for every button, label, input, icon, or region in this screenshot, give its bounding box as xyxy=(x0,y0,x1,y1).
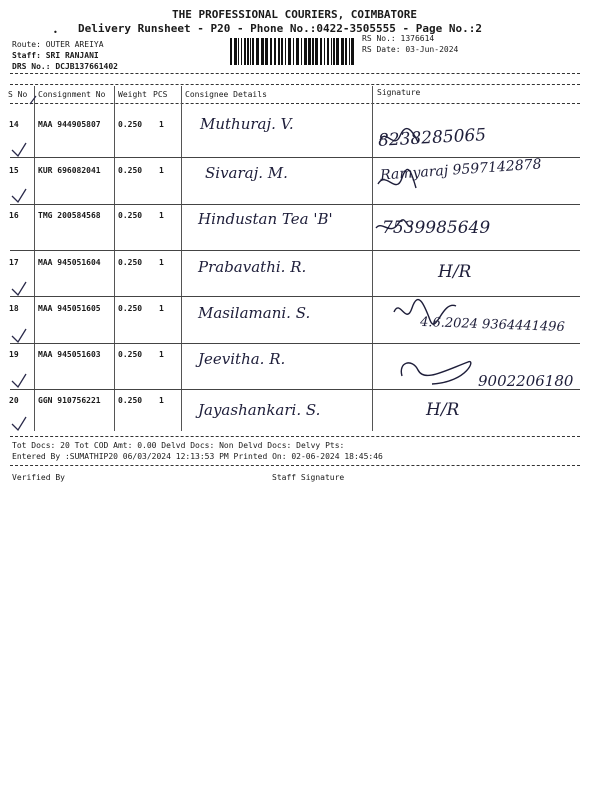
verified-by: Verified By xyxy=(12,473,65,482)
row-sno: 14 xyxy=(9,120,19,129)
barcode-bar xyxy=(241,38,242,65)
staff-signature-label: Staff Signature xyxy=(272,473,345,482)
divider xyxy=(10,465,580,466)
barcode-bar xyxy=(341,38,344,65)
row-consignee: Sivaraj. M. xyxy=(205,164,288,182)
barcode-bar xyxy=(293,38,294,65)
row-pcs: 1 xyxy=(159,258,164,267)
row-consignee: Jayashankari. S. xyxy=(198,401,321,419)
signature-scribbles xyxy=(372,100,600,440)
barcode-bar xyxy=(312,38,314,65)
barcode-bar xyxy=(256,38,259,65)
row-consignment: MAA 945051604 xyxy=(38,258,101,267)
barcode-bar xyxy=(301,38,302,65)
signature-scribble xyxy=(376,220,412,229)
row-consignee: Hindustan Tea 'B' xyxy=(198,210,333,228)
barcode-bar xyxy=(320,38,322,65)
row-sno: 18 xyxy=(9,304,19,313)
row-sno: 17 xyxy=(9,258,19,267)
row-consignee: Muthuraj. V. xyxy=(200,115,294,133)
dot-mark: • xyxy=(53,28,58,37)
row-weight: 0.250 xyxy=(118,396,143,405)
barcode-bar xyxy=(238,38,239,65)
barcode-bar xyxy=(336,38,339,65)
col-consignment: Consignment No xyxy=(38,90,106,99)
row-signature: H/R xyxy=(438,262,472,282)
barcode-bar xyxy=(288,38,291,65)
row-weight: 0.250 xyxy=(118,304,143,313)
row-weight: 0.250 xyxy=(118,166,143,175)
row-weight: 0.250 xyxy=(118,120,143,129)
barcode-bar xyxy=(331,38,332,65)
barcode-bar xyxy=(261,38,264,65)
row-weight: 0.250 xyxy=(118,350,143,359)
row-pcs: 1 xyxy=(159,304,164,313)
row-pcs: 1 xyxy=(159,350,164,359)
row-signature: H/R xyxy=(426,400,460,420)
check-icon xyxy=(12,417,26,430)
divider xyxy=(10,84,580,85)
check-icon xyxy=(12,329,26,342)
col-sno: S No xyxy=(8,90,28,99)
col-rule xyxy=(181,86,182,431)
signature-scribble xyxy=(378,169,416,188)
barcode-bar xyxy=(244,38,246,65)
barcode-bar xyxy=(265,38,268,65)
runsheet-title: Delivery Runsheet - P20 - Phone No.:0422-3505555 - Page No.:2 xyxy=(78,22,482,35)
row-consignee: Masilamani. S. xyxy=(198,304,311,322)
row-consignment: MAA 945051605 xyxy=(38,304,101,313)
totals-line: Tot Docs: 20 Tot COD Amt: 0.00 Delvd Docs: Non Delvd Docs: Delvy Pts: xyxy=(12,441,345,450)
signature-scribble xyxy=(394,300,456,325)
row-consignment: TMG 200584568 xyxy=(38,211,101,220)
row-sno: 15 xyxy=(9,166,19,175)
row-consignment: MAA 945051603 xyxy=(38,350,101,359)
barcode-bar xyxy=(250,38,251,65)
barcode-bar xyxy=(234,38,237,65)
barcode-bar xyxy=(285,38,286,65)
barcode-bar xyxy=(333,38,335,65)
entered-line: Entered By :SUMATHIP20 06/03/2024 12:13:53 PM Printed On: 02-06-2024 18:45:46 xyxy=(12,452,383,461)
barcode-bar xyxy=(308,38,311,65)
row-pcs: 1 xyxy=(159,120,164,129)
check-icon xyxy=(30,96,36,104)
row-sno: 20 xyxy=(9,396,19,405)
barcode-bar xyxy=(278,38,280,65)
col-signature: Signature xyxy=(377,88,421,97)
row-consignee: Jeevitha. R. xyxy=(198,350,286,368)
row-weight: 0.250 xyxy=(118,211,143,220)
col-consignee: Consignee Details xyxy=(185,90,267,99)
signature-scribble xyxy=(380,129,418,142)
barcode-bar xyxy=(274,38,276,65)
row-consignment: KUR 696082041 xyxy=(38,166,101,175)
route-line: Route: OUTER AREIYA xyxy=(12,40,104,49)
barcode-bar xyxy=(349,38,350,65)
rs-date: RS Date: 03-Jun-2024 xyxy=(362,45,459,54)
barcode-bar xyxy=(351,38,354,65)
row-consignment: MAA 944905807 xyxy=(38,120,101,129)
company-title: THE PROFESSIONAL COURIERS, COIMBATORE xyxy=(172,8,418,21)
barcode-bar xyxy=(315,38,318,65)
check-icon xyxy=(12,143,26,156)
barcode-bar xyxy=(324,38,325,65)
barcode-bar xyxy=(304,38,307,65)
rs-no: RS No.: 1376614 xyxy=(362,34,435,43)
barcode xyxy=(230,38,356,65)
staff-line: Staff: SRI RANJANI xyxy=(12,51,99,60)
col-pcs: PCS xyxy=(153,90,168,99)
row-pcs: 1 xyxy=(159,211,164,220)
barcode-bar xyxy=(270,38,272,65)
divider xyxy=(10,73,580,74)
barcode-bar xyxy=(281,38,283,65)
barcode-bar xyxy=(230,38,232,65)
row-weight: 0.250 xyxy=(118,258,143,267)
barcode-bar xyxy=(252,38,254,65)
row-pcs: 1 xyxy=(159,396,164,405)
drs-line: DRS No.: DCJB137661402 xyxy=(12,62,118,71)
row-signature: 7539985649 xyxy=(382,218,491,238)
divider xyxy=(10,436,580,437)
barcode-bar xyxy=(345,38,347,65)
check-icon xyxy=(12,189,26,202)
barcode-bar xyxy=(327,38,329,65)
col-rule xyxy=(114,86,115,431)
check-icon xyxy=(12,374,26,387)
checkmark-icons xyxy=(0,0,40,440)
row-signature: 9002206180 xyxy=(478,372,574,390)
row-consignee: Prabavathi. R. xyxy=(198,258,307,276)
barcode-bar xyxy=(247,38,249,65)
row-consignment: GGN 910756221 xyxy=(38,396,101,405)
row-sno: 16 xyxy=(9,211,19,220)
row-signature: 8238285065 xyxy=(377,125,487,151)
row-signature: Ramyaraj 9597142878 xyxy=(379,156,543,184)
signature-scribble xyxy=(401,362,471,384)
row-sno: 19 xyxy=(9,350,19,359)
col-weight: Weight xyxy=(118,90,147,99)
row-signature: 4.6.2024 9364441496 xyxy=(419,314,565,335)
row-pcs: 1 xyxy=(159,166,164,175)
barcode-bar xyxy=(296,38,299,65)
check-icon xyxy=(12,282,26,295)
